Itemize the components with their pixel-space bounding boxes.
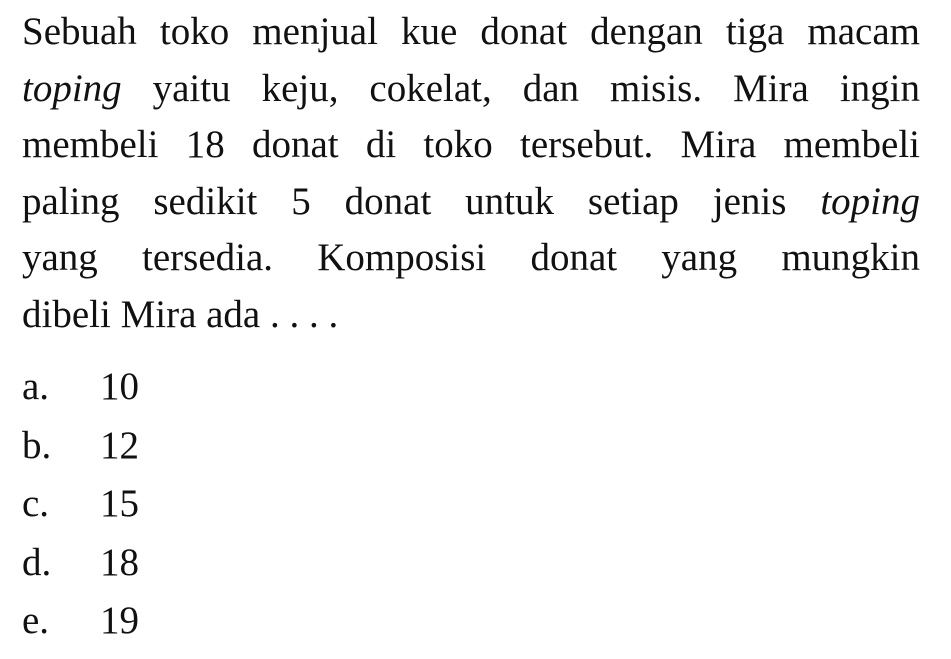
question-segment: dibeli Mira ada . . . . — [22, 292, 339, 336]
option-value: 15 — [100, 482, 139, 525]
option-value: 19 — [100, 599, 139, 642]
question-segment: yaitu keju, cokelat, dan misis. Mira ingin — [121, 66, 920, 110]
question-segment: yang tersedia. Komposisi donat yang mungkin — [22, 236, 920, 279]
question-line — [22, 287, 920, 344]
answer-option — [22, 592, 139, 651]
option-letter: e. — [22, 599, 50, 642]
question-segment: paling sedikit 5 donat untuk setiap jenis — [22, 179, 821, 223]
question-line — [22, 174, 920, 231]
question-term-italic: toping — [22, 66, 122, 110]
question-segment: membeli 18 donat di toko tersebut. Mira membeli — [22, 123, 920, 166]
option-value: 12 — [100, 423, 139, 467]
option-letter: a. — [22, 365, 50, 408]
answer-options — [22, 358, 139, 651]
option-value: 10 — [100, 365, 139, 408]
question-segment: Sebuah toko menjual kue donat dengan tiga macam — [22, 10, 920, 53]
question-line — [22, 61, 920, 118]
option-value: 18 — [100, 540, 139, 584]
answer-option — [22, 475, 139, 534]
question-line — [22, 230, 920, 287]
answer-option — [22, 534, 139, 593]
option-letter: b. — [22, 423, 52, 467]
answer-option — [22, 417, 139, 476]
question-line — [22, 117, 920, 174]
question-term-italic: toping — [820, 179, 920, 223]
question-line — [22, 4, 920, 61]
answer-option — [22, 358, 139, 417]
question-text — [22, 4, 920, 343]
option-letter: c. — [22, 482, 50, 525]
option-letter: d. — [22, 540, 52, 584]
